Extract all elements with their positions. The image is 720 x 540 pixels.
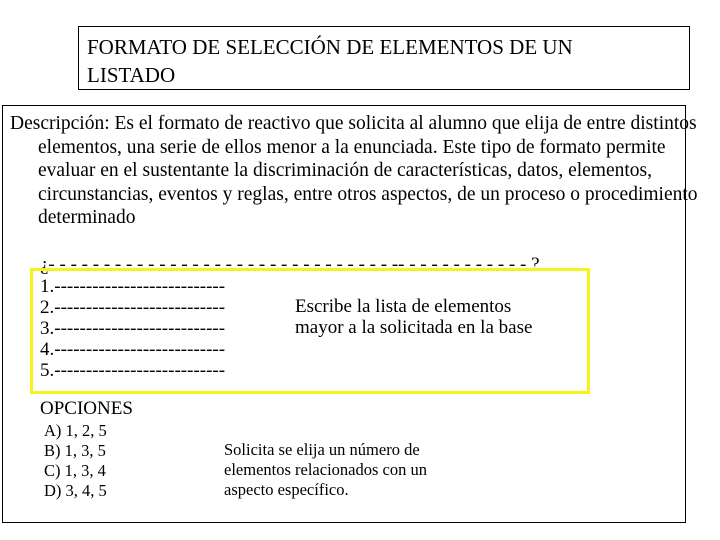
options-instruction-note [224, 440, 427, 500]
note-line: Solicita se elija un número de [224, 440, 420, 459]
title-line-2: LISTADO [87, 63, 176, 87]
list-instruction-note [295, 296, 532, 338]
note-line: mayor a la solicitada en la base [295, 317, 533, 338]
question-stem-placeholder: ¿- - - - - - - - - - - - - - - - - - - - - - - - - - - - - - - -- - - - - - - - - - - - ? [40, 254, 540, 275]
list-item: 2.--------------------------- [40, 297, 226, 318]
element-list [40, 276, 225, 381]
option-item: B) 1, 3, 5 [44, 441, 106, 460]
options-list [44, 421, 107, 501]
option-item: D) 3, 4, 5 [44, 481, 107, 500]
title-box [78, 26, 690, 90]
description-text: Descripción: Es el formato de reactivo que solicita al alumno que elija de entre distintos elementos, una serie de ellos menor a la enunciada. Este tipo de formato permite evaluar en el sustentante la discriminación de características, datos, elementos, circunstancias, eventos y reglas, entre otros aspectos, de un proceso o procedimiento determinado [10, 113, 698, 228]
option-item: C) 1, 3, 4 [44, 461, 106, 480]
note-line: elementos relacionados con un [224, 460, 427, 479]
title-line-1: FORMATO DE SELECCIÓN DE ELEMENTOS DE UN [87, 35, 573, 59]
list-item: 5.--------------------------- [40, 360, 226, 381]
note-line: aspecto específico. [224, 480, 349, 499]
list-item: 1.--------------------------- [40, 276, 226, 297]
options-heading: OPCIONES [40, 398, 133, 419]
option-item: A) 1, 2, 5 [44, 421, 107, 440]
note-line: Escribe la lista de elementos [295, 296, 512, 317]
list-item: 3.--------------------------- [40, 318, 226, 339]
list-item: 4.--------------------------- [40, 339, 226, 360]
